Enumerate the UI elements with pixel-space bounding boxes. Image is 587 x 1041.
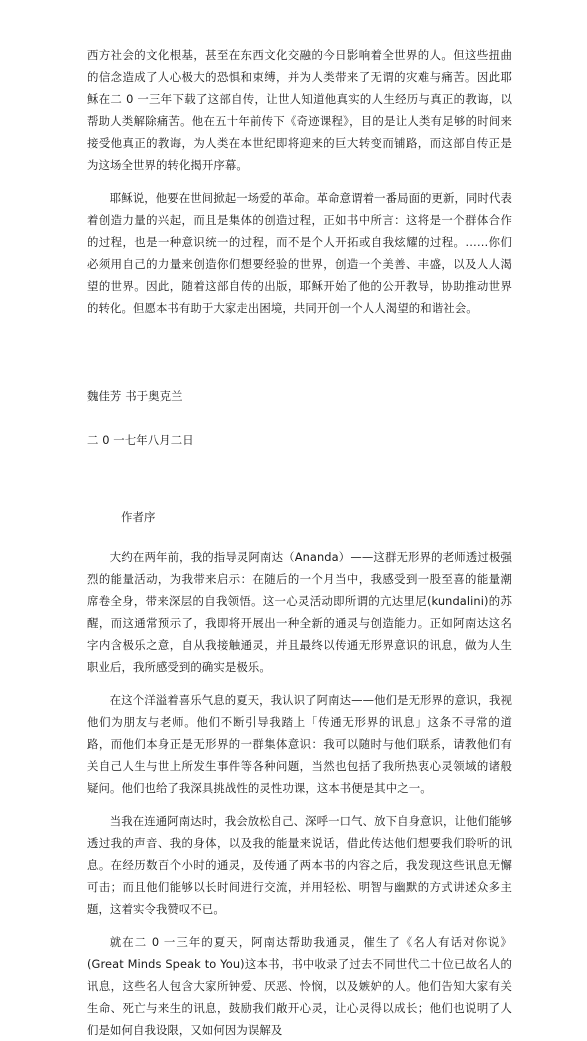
body-paragraph: 西方社会的文化根基，甚至在东西文化交融的今日影响着全世界的人。但这些扭曲的信念造成了人心极大的恐惧和束缚，并为人类带来了无谓的灾难与痛苦。因此耶稣在二 0 一三年下载了这部自传，让世人知道他真实的人生经历与真正的教诲，以帮助人类解除痛苦。他在五十年前传下《奇迹课程》，目的是让人类有足够的时间来接受他真正的教诲，为人类在本世纪即将迎来的巨大转变而铺路，而这部自传正是为这场全世界的转化揭开序幕。 [87,48,512,172]
date-line: 二 0 一七年八月二日 [87,433,194,447]
preface-paragraph: 当我在连通阿南达时，我会放松自己、深呼一口气、放下自身意识，让他们能够透过我的声音、我的身体，以及我的能量来说话，借此传达他们想要我们聆听的讯息。在经历数百个小时的通灵，及传通了两本书的内容之后，我发现这些讯息无懈可击；而且他们能够以长时间进行交流，并用轻松、明智与幽默的方式讲述众多主题，这着实令我赞叹不已。 [87,814,512,916]
preface-paragraph: 就在二 0 一三年的夏天，阿南达帮助我通灵，催生了《名人有话对你说》(Great Minds Speak to You)这本书，书中收录了过去不同世代二十位已故名人的讯息，这些名人包含大家所钟爱、厌恶、怜悯，以及嫉妒的人。他们告知大家有关生命、死亡与来生的讯息，鼓励我们敞开心灵，让心灵得以成长；他们也说明了人们是如何自我设限，又如何因为误解及 [87,935,512,1037]
preface-paragraph: 在这个洋溢着喜乐气息的夏天，我认识了阿南达——他们是无形界的意识，我视他们为朋友与老师。他们不断引导我踏上「传通无形界的讯息」这条不寻常的道路，而他们本身正是无形界的一群集体意识：我可以随时与他们联系，请教他们有关自己人生与世上所发生事件等各种问题，当然也包括了我所热衷心灵领域的诸般疑问。他们也给了我深具挑战性的灵性功课，这本书便是其中之一。 [87,693,512,795]
preface-paragraph: 大约在两年前，我的指导灵阿南达（Ananda）——这群无形界的老师透过极强烈的能量活动，为我带来启示：在随后的一个月当中，我感受到一股至喜的能量潮席卷全身，带来深层的自我领悟。这一心灵活动即所谓的亢达里尼(kundalini)的苏醒，而这通常预示了，我即将开展出一种全新的通灵与创造能力。正如阿南达这名字内含极乐之意，自从我接触通灵，并且最终以传通无形界意识的讯息，做为人生职业后，我所感受到的确实是极乐。 [87,550,512,674]
section-title: 作者序 [121,510,156,524]
signature-line: 魏佳芳 书于奥克兰 [87,389,183,403]
document-page [87,44,512,1041]
body-paragraph: 耶稣说，他要在世间掀起一场爱的革命。革命意谓着一番局面的更新，同时代表着创造力量的兴起，而且是集体的创造过程，正如书中所言：这将是一个群体合作的过程，也是一种意识统一的过程，而不是个人开拓或自我炫耀的过程。……你们必须用自己的力量来创造你们想要经验的世界，创造一个美善、丰盛，以及人人渴望的世界。因此，随着这部自传的出版，耶稣开始了他的公开教导，协助推动世界的转化。但愿本书有助于大家走出困境，共同开创一个人人渴望的和谐社会。 [87,191,512,315]
